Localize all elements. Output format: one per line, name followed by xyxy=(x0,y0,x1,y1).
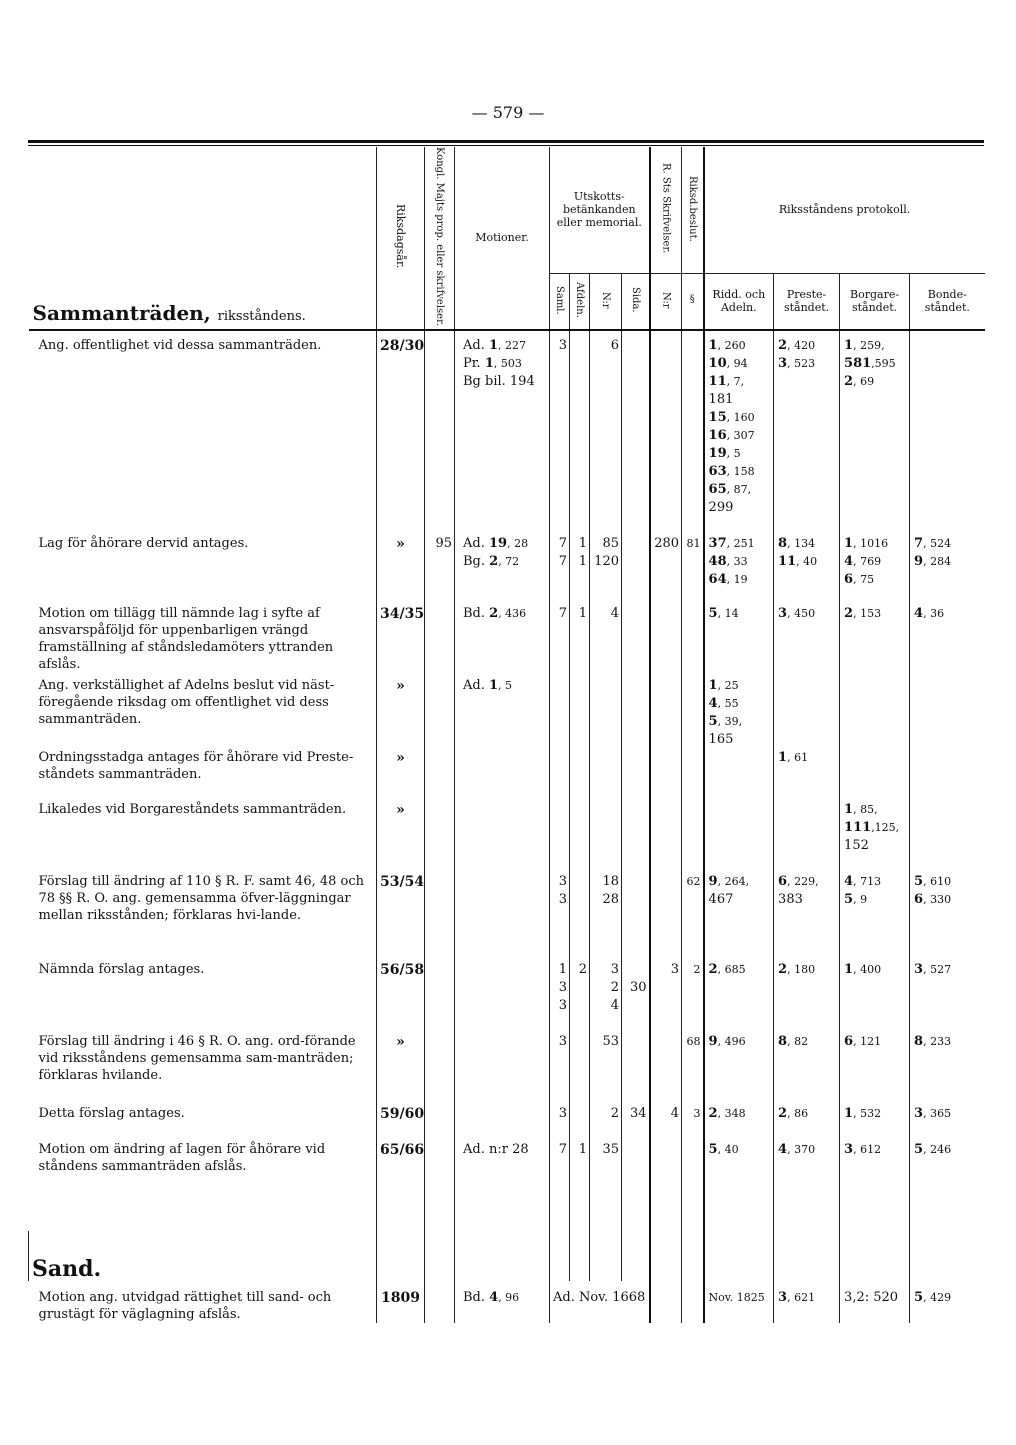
entry-ridd xyxy=(704,749,774,801)
table-row xyxy=(29,330,985,535)
entry-description: Förslag till ändring af 110 § R. F. samt 46, 48 och 78 §§ R. O. ang. gemensamma öfver-läggningar mellan riksstånden; förklaras hvi-lande. xyxy=(38,873,365,923)
empty-cell xyxy=(455,1231,550,1281)
entry-sida: 34 xyxy=(622,1105,650,1141)
entry-motioner: Bd. 4, 96 xyxy=(455,1281,550,1323)
entry-bonde: 5, 429 xyxy=(910,1281,985,1323)
section-row-sand xyxy=(29,1231,985,1281)
col-afdeln: Afdeln. xyxy=(570,273,590,330)
entry-ridd xyxy=(704,801,774,873)
top-rule xyxy=(28,140,984,143)
col-riksd-beslut: Riksd.beslut. xyxy=(682,147,704,273)
entry-ridd: 5, 14 xyxy=(704,605,774,677)
entry-prop xyxy=(425,1033,455,1105)
entry-bonde xyxy=(910,801,985,873)
entry-prop xyxy=(425,330,455,535)
entry-borgare: 1, 85, 111,125, 152 xyxy=(840,801,910,873)
entry-preste xyxy=(774,801,840,873)
entry-description: Motion ang. utvidgad rättighet till sand- och grustägt för väglagning afslås. xyxy=(38,1289,332,1322)
entry-nr xyxy=(590,677,622,749)
table-row xyxy=(29,1105,985,1141)
empty-cell xyxy=(910,1231,985,1281)
entry-rsts-nr: 4 xyxy=(650,1105,682,1141)
entry-sida xyxy=(622,677,650,749)
entry-nr: 6 xyxy=(590,330,622,535)
entry-nr: 53 xyxy=(590,1033,622,1105)
entry-bonde xyxy=(910,749,985,801)
entry-saml: 3 3 xyxy=(550,873,570,961)
entry-description: Likaledes vid Borgareståndets sammanträden. xyxy=(38,801,347,817)
entry-year: 53/54 xyxy=(377,873,425,961)
entry-motioner xyxy=(455,749,550,801)
entry-bonde: 5, 610 6, 330 xyxy=(910,873,985,961)
entry-sida xyxy=(622,801,650,873)
col-borgare: Borgare-ståndet. xyxy=(840,273,910,330)
entry-description: Motion om tillägg till nämnde lag i syfte af ansvarspåföljd för uppenbarligen vrängd framställning af ståndsledamöters yttranden afslås. xyxy=(38,605,334,672)
entry-prop xyxy=(425,605,455,677)
entry-motioner xyxy=(455,801,550,873)
col-protokoll: Riksståndens protokoll. xyxy=(704,147,985,273)
entry-preste: 6, 229, 383 xyxy=(774,873,840,961)
entry-bonde: 3, 365 xyxy=(910,1105,985,1141)
entry-afdeln xyxy=(570,330,590,535)
entry-motioner: Ad. 1, 5 xyxy=(455,677,550,749)
entry-paragraf: 2 xyxy=(682,961,704,1033)
entry-preste: 3, 621 xyxy=(774,1281,840,1323)
entry-afdeln xyxy=(570,677,590,749)
entry-description: Motion om ändring af lagen för åhörare vid ståndens sammanträden afslås. xyxy=(38,1141,326,1174)
section-title-sand: Sand. xyxy=(29,1231,377,1281)
entry-paragraf xyxy=(682,605,704,677)
register-table xyxy=(28,147,985,1323)
entry-preste: 8, 134 11, 40 xyxy=(774,535,840,605)
entry-borgare: 4, 713 5, 9 xyxy=(840,873,910,961)
entry-year: 56/58 xyxy=(377,961,425,1033)
entry-prop xyxy=(425,1281,455,1323)
entry-sida xyxy=(622,1033,650,1105)
entry-nr: 18 28 xyxy=(590,873,622,961)
entry-motioner xyxy=(455,1033,550,1105)
entry-saml: 3 xyxy=(550,330,570,535)
entry-saml xyxy=(550,749,570,801)
entry-saml xyxy=(550,801,570,873)
entry-paragraf xyxy=(682,1281,704,1323)
entry-saml: 7 xyxy=(550,605,570,677)
entry-rsts-nr xyxy=(650,677,682,749)
table-row xyxy=(29,873,985,961)
entry-afdeln xyxy=(570,801,590,873)
entry-afdeln: 1 xyxy=(570,1141,590,1231)
entry-rsts-nr xyxy=(650,330,682,535)
table-body xyxy=(29,330,985,1323)
entry-prop xyxy=(425,961,455,1033)
table-row xyxy=(29,749,985,801)
entry-description: Ang. verkställighet af Adelns beslut vid näst-föregående riksdag om offentlighet vid dess sammanträden. xyxy=(38,677,335,727)
empty-cell xyxy=(650,1231,682,1281)
empty-cell xyxy=(425,1231,455,1281)
entry-nr: 85 120 xyxy=(590,535,622,605)
entry-paragraf: 3 xyxy=(682,1105,704,1141)
entry-borgare: 6, 121 xyxy=(840,1033,910,1105)
entry-prop xyxy=(425,677,455,749)
entry-motioner xyxy=(455,873,550,961)
entry-sida xyxy=(622,873,650,961)
entry-description: Ang. offentlighet vid dessa sammanträden. xyxy=(38,337,322,353)
entry-sida xyxy=(622,1141,650,1231)
entry-rsts-nr: 280 xyxy=(650,535,682,605)
entry-afdeln xyxy=(570,1105,590,1141)
col-saml: Saml. xyxy=(550,273,570,330)
col-riksdagsar: Riksdagsår. xyxy=(377,147,425,330)
entry-ridd: 37, 251 48, 33 64, 19 xyxy=(704,535,774,605)
entry-year: » xyxy=(377,801,425,873)
col-motioner: Motioner. xyxy=(455,147,550,330)
entry-borgare xyxy=(840,677,910,749)
entry-motioner: Ad. n:r 28 xyxy=(455,1141,550,1231)
page-number: — 579 — xyxy=(471,103,545,122)
entry-rsts-nr xyxy=(650,605,682,677)
entry-bonde: 7, 524 9, 284 xyxy=(910,535,985,605)
empty-cell xyxy=(840,1231,910,1281)
entry-paragraf: 68 xyxy=(682,1033,704,1105)
empty-cell xyxy=(550,1231,570,1281)
entry-prop: 95 xyxy=(425,535,455,605)
entry-bonde: 8, 233 xyxy=(910,1033,985,1105)
entry-borgare: 1, 532 xyxy=(840,1105,910,1141)
entry-nr: 3 2 4 xyxy=(590,961,622,1033)
entry-motioner: Ad. 19, 28 Bg. 2, 72 xyxy=(455,535,550,605)
entry-utskotts: Ad. Nov. 1668 xyxy=(550,1281,650,1323)
entry-sida: 30 xyxy=(622,961,650,1033)
entry-preste: 2, 86 xyxy=(774,1105,840,1141)
entry-ridd: 5, 40 xyxy=(704,1141,774,1231)
table-row xyxy=(29,1033,985,1105)
col-rsts: R. Sts Skrifvelser. xyxy=(650,147,682,273)
entry-paragraf xyxy=(682,677,704,749)
entry-motioner xyxy=(455,1105,550,1141)
entry-prop xyxy=(425,749,455,801)
entry-ridd: 2, 348 xyxy=(704,1105,774,1141)
entry-motioner: Bd. 2, 436 xyxy=(455,605,550,677)
entry-afdeln: 2 xyxy=(570,961,590,1033)
entry-preste: 2, 420 3, 523 xyxy=(774,330,840,535)
entry-saml xyxy=(550,677,570,749)
entry-year: 28/30 xyxy=(377,330,425,535)
entry-rsts-nr xyxy=(650,801,682,873)
empty-cell xyxy=(704,1231,774,1281)
entry-paragraf xyxy=(682,749,704,801)
table-row xyxy=(29,535,985,605)
entry-year: 65/66 xyxy=(377,1141,425,1231)
entry-borgare: 1, 259, 581,595 2, 69 xyxy=(840,330,910,535)
entry-paragraf: 62 xyxy=(682,873,704,961)
entry-preste xyxy=(774,677,840,749)
entry-paragraf: 81 xyxy=(682,535,704,605)
entry-afdeln xyxy=(570,749,590,801)
entry-description: Förslag till ändring i 46 § R. O. ang. ord-förande vid riksståndens gemensamma sam-manträden; förklaras hvilande. xyxy=(38,1033,356,1083)
empty-cell xyxy=(774,1231,840,1281)
section-title: Sammanträden, xyxy=(32,300,211,325)
entry-year: » xyxy=(377,535,425,605)
top-rule-thin xyxy=(28,145,984,146)
entry-saml: 1 3 3 xyxy=(550,961,570,1033)
table-row xyxy=(29,1141,985,1231)
entry-bonde: 5, 246 xyxy=(910,1141,985,1231)
col-utskotts: Utskotts-betänkanden eller memorial. xyxy=(550,147,650,273)
entry-borgare: 1, 400 xyxy=(840,961,910,1033)
empty-cell xyxy=(590,1231,622,1281)
entry-preste: 1, 61 xyxy=(774,749,840,801)
entry-preste: 3, 450 xyxy=(774,605,840,677)
entry-bonde xyxy=(910,330,985,535)
empty-cell xyxy=(570,1231,590,1281)
entry-preste: 4, 370 xyxy=(774,1141,840,1231)
entry-preste: 8, 82 xyxy=(774,1033,840,1105)
entry-sida xyxy=(622,749,650,801)
table-row xyxy=(29,1281,985,1323)
entry-paragraf xyxy=(682,801,704,873)
entry-sida xyxy=(622,330,650,535)
entry-rsts-nr xyxy=(650,873,682,961)
col-nr: N:r xyxy=(590,273,622,330)
entry-prop xyxy=(425,1105,455,1141)
entry-rsts-nr xyxy=(650,1281,682,1323)
col-kongl: Kongl. Majts prop. eller skrifvelser. xyxy=(425,147,455,330)
table-row xyxy=(29,677,985,749)
entry-rsts-nr xyxy=(650,1033,682,1105)
entry-rsts-nr: 3 xyxy=(650,961,682,1033)
entry-nr: 35 xyxy=(590,1141,622,1231)
entry-borgare: 1, 1016 4, 769 6, 75 xyxy=(840,535,910,605)
entry-sida xyxy=(622,535,650,605)
entry-afdeln xyxy=(570,873,590,961)
entry-saml: 3 xyxy=(550,1033,570,1105)
entry-year: 1809 xyxy=(377,1281,425,1323)
section-subtitle: riksståndens. xyxy=(217,308,306,324)
entry-year: » xyxy=(377,749,425,801)
entry-motioner xyxy=(455,961,550,1033)
entry-saml: 7 7 xyxy=(550,535,570,605)
entry-afdeln: 1 xyxy=(570,605,590,677)
entry-ridd: 9, 496 xyxy=(704,1033,774,1105)
entry-bonde xyxy=(910,677,985,749)
entry-paragraf xyxy=(682,1141,704,1231)
table-row xyxy=(29,605,985,677)
entry-ridd: 2, 685 xyxy=(704,961,774,1033)
empty-cell xyxy=(377,1231,425,1281)
entry-ridd: Nov. 1825 xyxy=(704,1281,774,1323)
entry-year: 34/35 xyxy=(377,605,425,677)
entry-borgare: 2, 153 xyxy=(840,605,910,677)
entry-description: Ordningsstadga antages för åhörare vid Preste-ståndets sammanträden. xyxy=(38,749,354,782)
entry-nr: 4 xyxy=(590,605,622,677)
entry-prop xyxy=(425,801,455,873)
entry-afdeln xyxy=(570,1033,590,1105)
entry-year: » xyxy=(377,1033,425,1105)
entry-rsts-nr xyxy=(650,749,682,801)
entry-sida xyxy=(622,605,650,677)
table-row xyxy=(29,801,985,873)
entry-bonde: 4, 36 xyxy=(910,605,985,677)
entry-nr xyxy=(590,749,622,801)
entry-bonde: 3, 527 xyxy=(910,961,985,1033)
entry-prop xyxy=(425,873,455,961)
empty-cell xyxy=(682,1231,704,1281)
entry-year: » xyxy=(377,677,425,749)
entry-year: 59/60 xyxy=(377,1105,425,1141)
entry-afdeln: 1 1 xyxy=(570,535,590,605)
section-heading-sammantraden xyxy=(29,147,377,330)
col-rsts-nr: N:r xyxy=(650,273,682,330)
entry-saml: 3 xyxy=(550,1105,570,1141)
entry-description: Detta förslag antages. xyxy=(38,1105,185,1121)
entry-description: Nämnda förslag antages. xyxy=(38,961,205,977)
entry-borgare: 3, 612 xyxy=(840,1141,910,1231)
entry-motioner: Ad. 1, 227 Pr. 1, 503 Bg bil. 194 xyxy=(455,330,550,535)
col-preste: Preste-ståndet. xyxy=(774,273,840,330)
col-ridd: Ridd. och Adeln. xyxy=(704,273,774,330)
entry-ridd: 1, 260 10, 94 11, 7, 181 15, 160 16, 307 19, 5 63, 158 65, 87, 299 xyxy=(704,330,774,535)
col-sida: Sida. xyxy=(622,273,650,330)
entry-ridd: 1, 25 4, 55 5, 39, 165 xyxy=(704,677,774,749)
col-paragraf: § xyxy=(682,273,704,330)
col-bonde: Bonde-ståndet. xyxy=(910,273,985,330)
entry-description: Lag för åhörare dervid antages. xyxy=(38,535,249,551)
entry-paragraf xyxy=(682,330,704,535)
entry-prop xyxy=(425,1141,455,1231)
entry-preste: 2, 180 xyxy=(774,961,840,1033)
entry-nr xyxy=(590,801,622,873)
entry-ridd: 9, 264, 467 xyxy=(704,873,774,961)
entry-borgare: 3,2: 520 xyxy=(840,1281,910,1323)
empty-cell xyxy=(622,1231,650,1281)
table-row xyxy=(29,961,985,1033)
entry-borgare xyxy=(840,749,910,801)
entry-rsts-nr xyxy=(650,1141,682,1231)
entry-saml: 7 xyxy=(550,1141,570,1231)
entry-nr: 2 xyxy=(590,1105,622,1141)
